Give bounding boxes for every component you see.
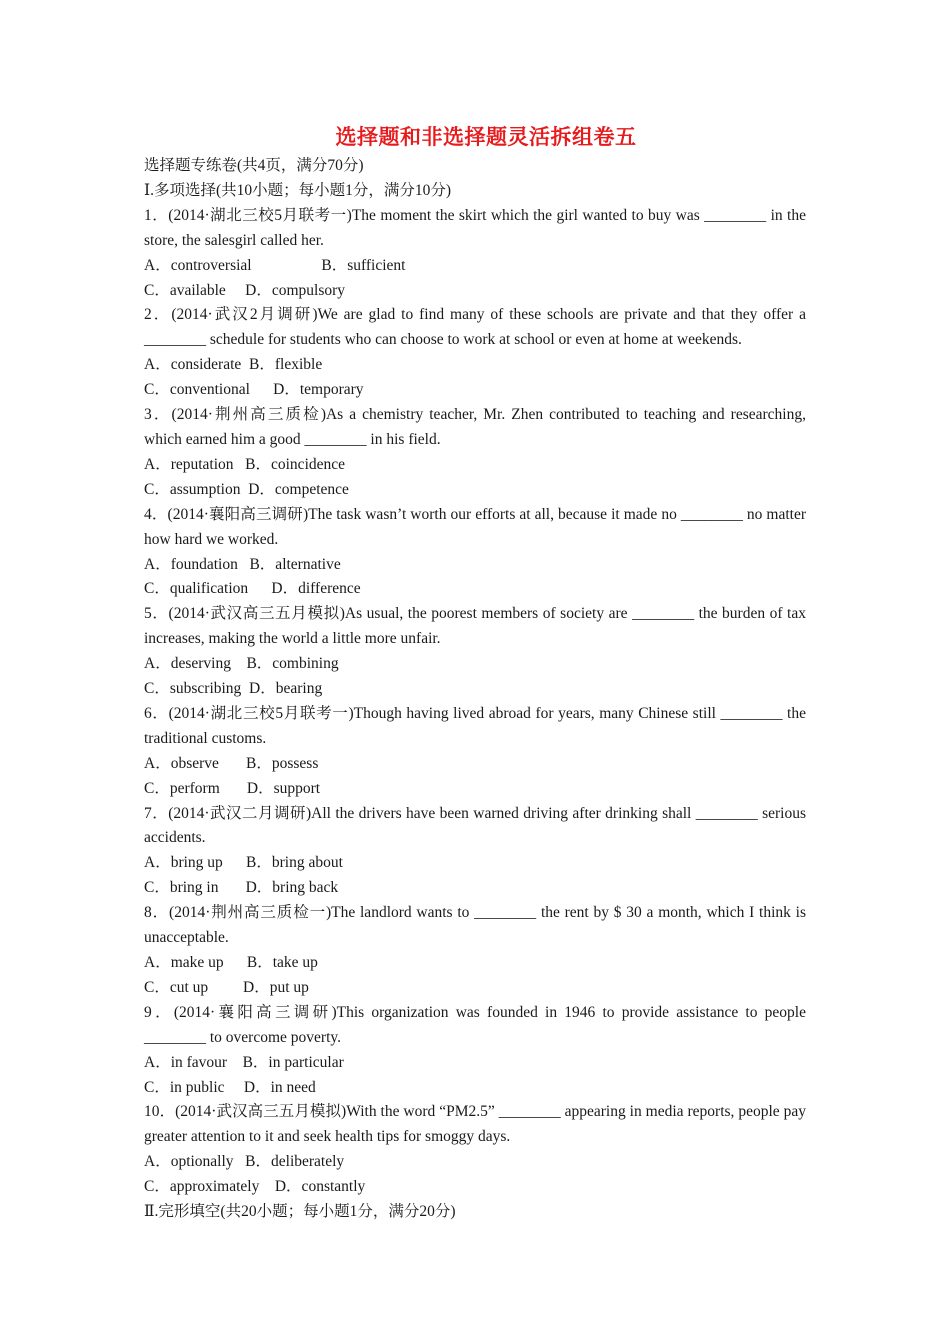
options-row-2: C．assumption D．competence	[144, 480, 349, 498]
question-stem: 10．(2014·武汉高三五月模拟)With the word “PM2.5” ________ appearing in media reports, people pay greater attention to it and seek health tips for smoggy days.	[144, 1103, 806, 1146]
document-title: 选择题和非选择题灵活拆组卷五	[335, 125, 637, 149]
question-stem: 4．(2014·襄阳高三调研)The task wasn’t worth our efforts at all, because it made no ________ no matter how hard we worked.	[144, 505, 806, 548]
options-row-2: C．in public D．in need	[144, 1078, 316, 1096]
question-stem: 6．(2014·湖北三校5月联考一)Though having lived abroad for years, many Chinese still ________ the traditional customs.	[144, 704, 806, 747]
question-9	[144, 1001, 806, 1101]
options-row-1: A．bring up B．bring about	[144, 854, 343, 872]
question-stem: 3．(2014·荆州高三质检)As a chemistry teacher, Mr. Zhen contributed to teaching and researching, which earned him a good ________ in his field.	[144, 406, 806, 448]
options-row-2: C．subscribing D．bearing	[144, 680, 323, 698]
options-row-1: A．in favour B．in particular	[144, 1053, 344, 1071]
document-page	[144, 120, 806, 1225]
section-heading-1: Ⅰ.多项选择(共10小题；每小题1分，满分10分)	[144, 181, 452, 199]
question-10	[144, 1100, 806, 1200]
options-row-1: A．reputation B．coincidence	[144, 455, 346, 473]
exam-meta: 选择题专练卷(共4页，满分70分)	[144, 157, 364, 174]
options-row-1: A．deserving B．combining	[144, 655, 339, 673]
options-row-1: A．foundation B．alternative	[144, 555, 341, 573]
options-row-2: C．approximately D．constantly	[144, 1178, 366, 1196]
question-1	[144, 204, 806, 304]
options-row-2: C．qualification D．difference	[144, 580, 361, 598]
question-8	[144, 901, 806, 1001]
options-row-2: C．bring in D．bring back	[144, 879, 339, 897]
options-row-1: A．make up B．take up	[144, 954, 318, 971]
options-row-2: C．available D．compulsory	[144, 281, 346, 299]
question-stem: 2．(2014·武汉2月调研)We are glad to find many of these schools are private and that they offer a ________ schedule for students who can choose to work at school or even at home at weekends.	[144, 306, 806, 349]
section-heading-2: Ⅱ.完形填空(共20小题；每小题1分，满分20分)	[144, 1203, 456, 1221]
question-stem: 9．(2014·襄阳高三调研)This organization was founded in 1946 to provide assistance to people ________ to overcome poverty.	[144, 1003, 806, 1046]
question-2	[144, 303, 806, 403]
question-stem: 5．(2014·武汉高三五月模拟)As usual, the poorest members of society are ________ the burden of tax increases, making the world a little more unfair.	[144, 605, 806, 648]
question-6	[144, 702, 806, 802]
options-row-2: C．perform D．support	[144, 779, 321, 797]
question-7	[144, 802, 806, 902]
question-stem: 8．(2014·荆州高三质检一)The landlord wants to ________ the rent by $ 30 a month, which I think is unacceptable.	[144, 904, 806, 947]
question-5	[144, 602, 806, 702]
options-row-1: A．optionally B．deliberately	[144, 1153, 345, 1171]
options-row-2: C．conventional D．temporary	[144, 381, 364, 399]
question-4	[144, 503, 806, 603]
question-3	[144, 403, 806, 503]
options-row-1: A．observe B．possess	[144, 754, 319, 772]
question-stem: 1．(2014·湖北三校5月联考一)The moment the skirt which the girl wanted to buy was ________ in the store, the salesgirl called her.	[144, 206, 806, 249]
options-row-1: A．controversial B．sufficient	[144, 256, 406, 274]
question-stem: 7．(2014·武汉二月调研)All the drivers have been warned driving after drinking shall ________ serious accidents.	[144, 804, 806, 847]
options-row-1: A．considerate B．flexible	[144, 356, 323, 374]
options-row-2: C．cut up D．put up	[144, 978, 309, 996]
